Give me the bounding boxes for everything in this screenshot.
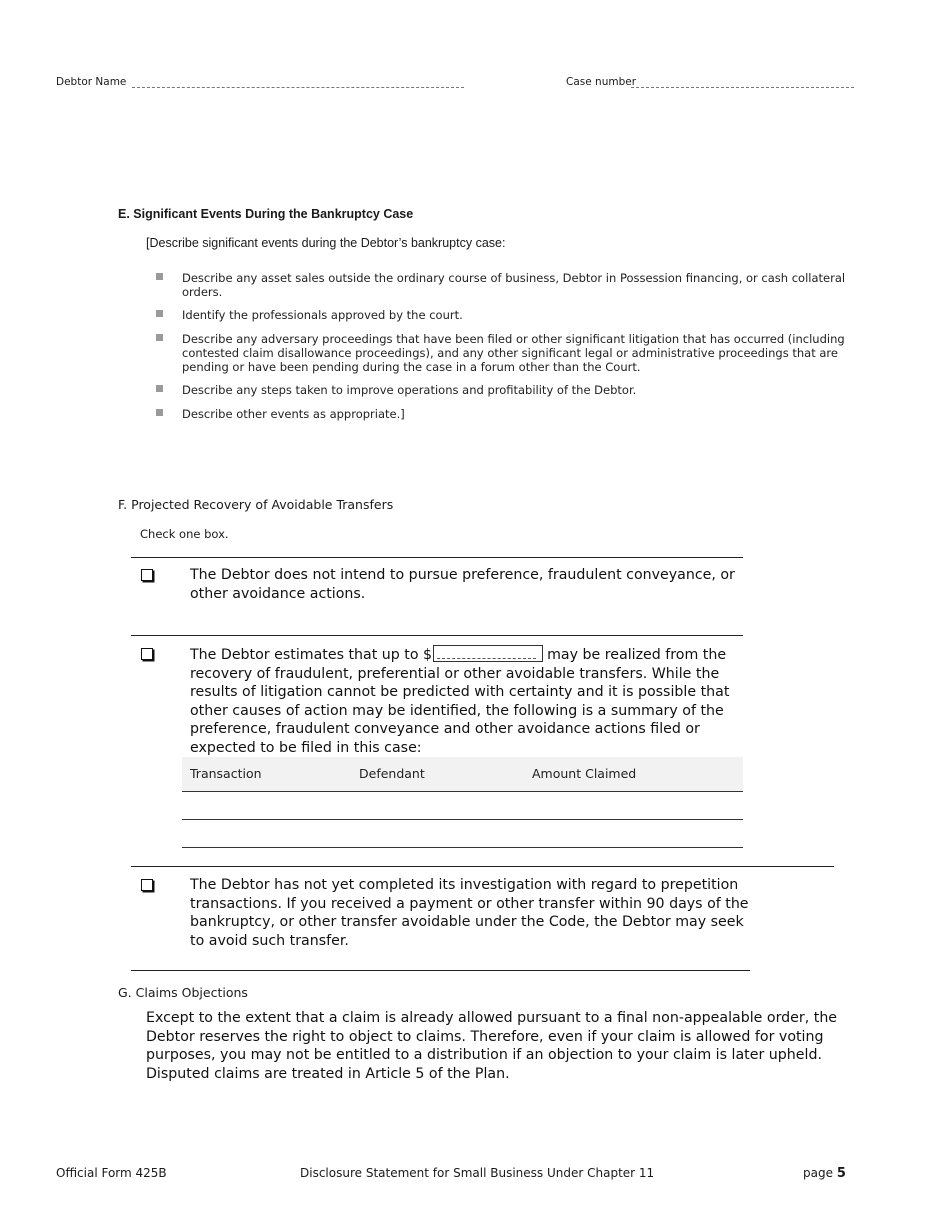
recovery-amount-field[interactable]: [433, 645, 543, 662]
bullet-marker: [156, 310, 163, 317]
footer-page-number: page 5: [803, 1166, 846, 1181]
option-2-checkbox[interactable]: [141, 648, 153, 660]
debtor-name-field[interactable]: [132, 87, 464, 88]
option-2-text: The Debtor estimates that up to $ may be realized from the recovery of fraudulent, preferential or other avoidable transfers. While the results of litigation cannot be predicted with certainty and it is possible that other causes of action may be identified, the following is a summary of the preference, fraudulent conveyance and other avoidance actions filed or expected to be filed in this case:: [190, 647, 730, 756]
bullet-marker: [156, 273, 163, 280]
list-item: Describe other events as appropriate.]: [182, 407, 405, 421]
footer-document-title: Disclosure Statement for Small Business Under Chapter 11: [300, 1166, 655, 1180]
column-header-defendant: Defendant: [359, 766, 425, 781]
list-item: Describe any adversary proceedings that have been filed or other significant litigation that has occurred (including contested claim disallowance proceedings), and any other significant legal or administrative proceedings that are pending or have been pending during the case in a forum other than the Court.: [182, 332, 845, 374]
list-item: Identify the professionals approved by the court.: [182, 308, 463, 322]
section-e-intro: [Describe significant events during the Debtor’s bankruptcy case:: [146, 236, 506, 250]
table-row[interactable]: [182, 792, 743, 820]
column-header-amount-claimed: Amount Claimed: [532, 766, 637, 781]
option-1-text: The Debtor does not intend to pursue preference, fraudulent conveyance, or other avoidance actions.: [190, 567, 735, 602]
check-one-instruction: Check one box.: [140, 527, 229, 541]
claims-objections-text: Except to the extent that a claim is already allowed pursuant to a final non-appealable order, the Debtor reserves the right to object to claims. Therefore, even if your claim is allowed for voting purposes, you may not be entitled to a distribution if an objection to your claim is later upheld. Disputed claims are treated in Article 5 of the Plan.: [146, 1010, 838, 1082]
footer-form-number: Official Form 425B: [56, 1166, 167, 1180]
section-f-title: F. Projected Recovery of Avoidable Transfers: [118, 497, 394, 512]
option-3-text: The Debtor has not yet completed its investigation with regard to prepetition transactions. If you received a payment or other transfer within 90 days of the bankruptcy, or other transfer avoidable under the Code, the Debtor may seek to avoid such transfer.: [190, 877, 749, 949]
divider: [131, 635, 743, 636]
case-number-label: Case number: [566, 76, 637, 88]
divider: [131, 970, 750, 971]
divider: [131, 557, 743, 558]
case-number-field[interactable]: [631, 87, 854, 88]
list-item: Describe any asset sales outside the ordinary course of business, Debtor in Possession financing, or cash collateral orders.: [182, 271, 846, 299]
section-g-title: G. Claims Objections: [118, 985, 248, 1000]
table-row[interactable]: [182, 820, 743, 848]
divider: [131, 866, 834, 867]
bullet-marker: [156, 409, 163, 416]
section-e-title: E. Significant Events During the Bankruptcy Case: [118, 207, 414, 221]
option-1-checkbox[interactable]: [141, 569, 153, 581]
list-item: Describe any steps taken to improve operations and profitability of the Debtor.: [182, 383, 637, 397]
bullet-marker: [156, 385, 163, 392]
debtor-name-label: Debtor Name: [56, 76, 127, 88]
column-header-transaction: Transaction: [190, 766, 262, 781]
option-3-checkbox[interactable]: [141, 879, 153, 891]
avoidance-table-header: [182, 757, 743, 792]
bullet-marker: [156, 334, 163, 341]
